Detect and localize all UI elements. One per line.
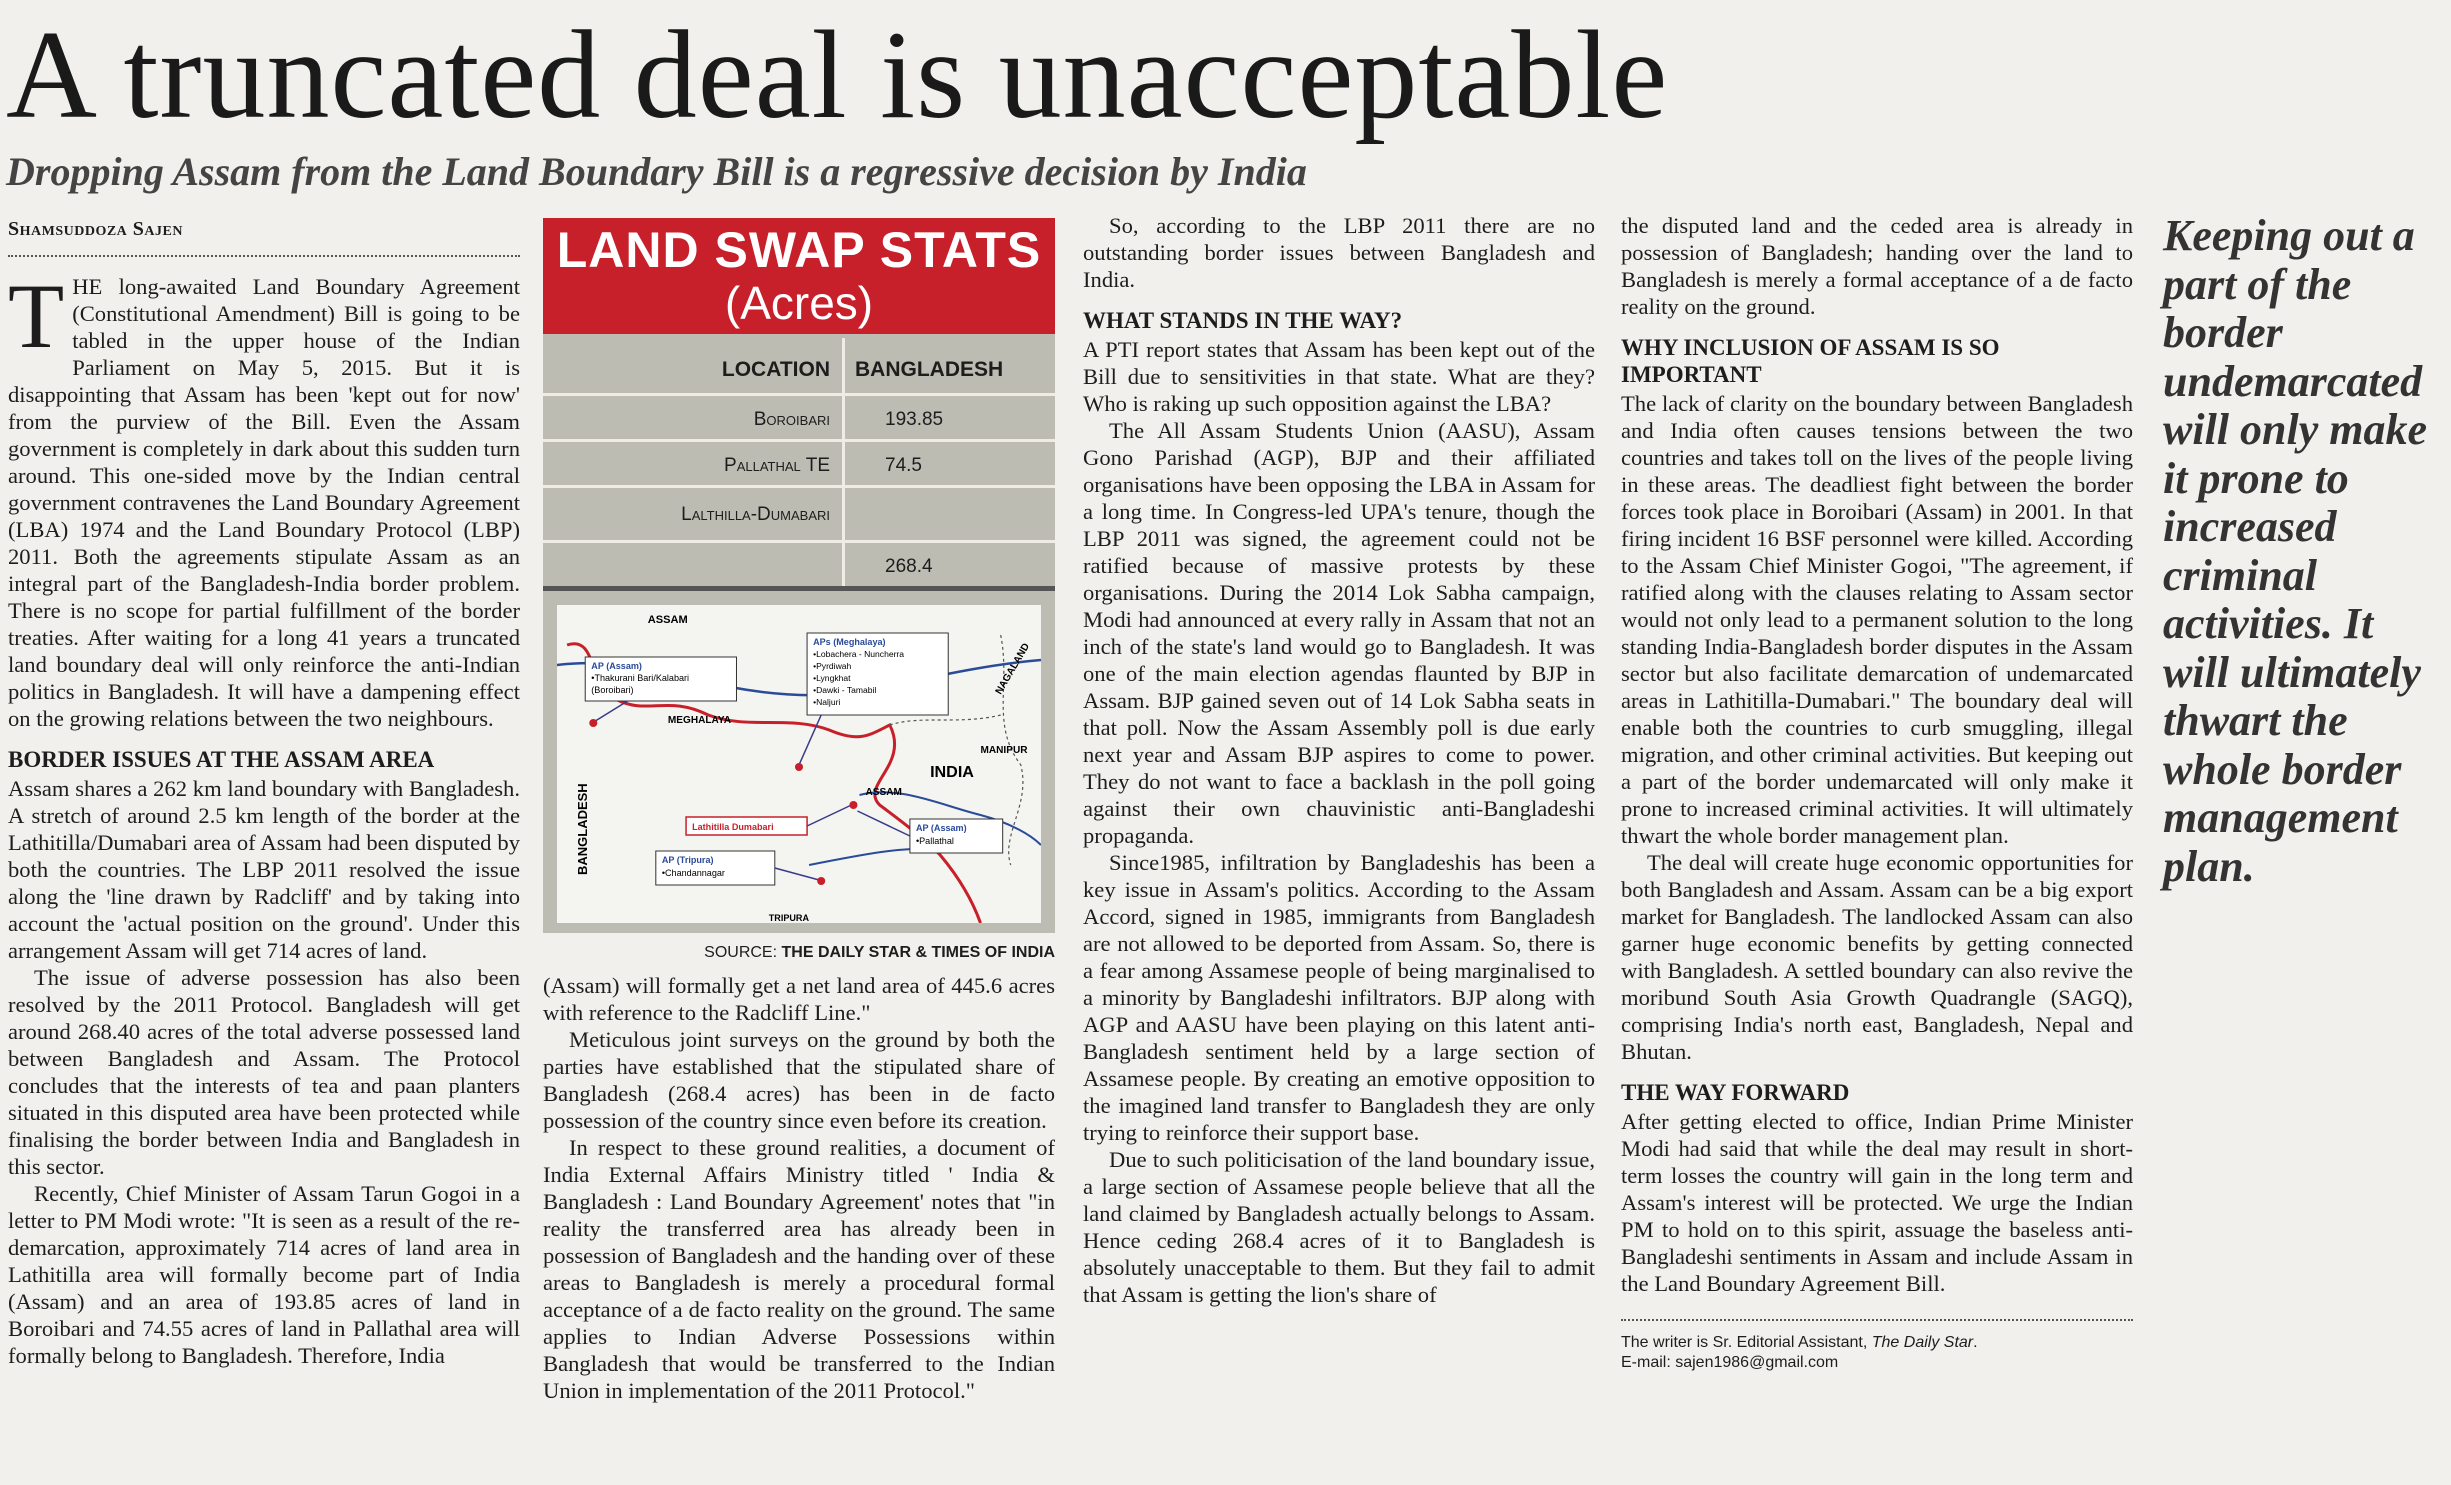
location-marker — [817, 877, 825, 885]
author-note-suffix: . — [1973, 1334, 1978, 1351]
table-header-row — [543, 338, 1055, 396]
map-label-manipur: MANIPUR — [980, 745, 1028, 756]
author-note-paper: The Daily Star — [1871, 1334, 1974, 1351]
headline: A truncated deal is unacceptable — [6, 6, 1669, 145]
paragraph: So, according to the LBP 2011 there are no outstanding border issues between Bangladesh and India. — [1083, 213, 1595, 292]
paragraph: the disputed land and the ceded area is already in possession of Bangladesh; handing over the land to Bangladesh is merely a formal acceptance of a de facto reality on the ground. — [1621, 213, 2133, 319]
paragraph: The issue of adverse possession has also been resolved by the 2011 Protocol. Bangladesh will get around 268.40 acres of the total adverse possessed land between Bangladesh and Assam. The Protocol concludes that the interests of tea and paan planters situated in this disputed area have been protected while finalising the border between India and Bangladesh in this sector. — [8, 965, 520, 1179]
callout-title: AP (Tripura) — [661, 855, 714, 865]
callout-line: •Pallathal — [915, 836, 954, 846]
column-2 — [543, 212, 1055, 1482]
column-4 — [1621, 212, 2133, 1482]
callout-line: (Boroibari) — [591, 685, 634, 695]
column-header-bangladesh: BANGLADESH — [855, 358, 1004, 381]
infographic-header — [543, 218, 1055, 334]
total-label-cell — [543, 543, 845, 586]
source-label: SOURCE: — [704, 944, 778, 961]
paragraph: Since1985, infiltration by Bangladeshis has been a key issue in Assam's politics. According to the Assam Accord, signed in 1985, immigrants from Bangladesh are not allowed to be deported from Assam. So, there is a fear among Assamese people of being marginalised to a minority by Bangladeshi infiltrators. BJP along with AGP and AASU have been playing on this latent anti-Bangladesh sentiment held by a large section of Assamese people. By creating an emotive opposition to the imagined land transfer to Bangladesh they are only trying to reinforce their support base. — [1083, 850, 1595, 1145]
table-total-row — [543, 543, 1055, 591]
callout-line: •Pyrdiwah — [813, 661, 852, 671]
author-email: E-mail: sajen1986@gmail.com — [1621, 1354, 1839, 1371]
paragraph: Due to such politicisation of the land boundary issue, a large section of Assamese people believe that all the land claimed by Bangladesh actually belongs to Assam. Hence ceding 268.4 acres of it to Bangladesh is absolutely unacceptable to them. But they fail to admit that Assam is getting the lion's share of — [1083, 1147, 1595, 1307]
callout-line: •Dawki - Tamabil — [813, 685, 877, 695]
callout-line: •Thakurani Bari/Kalabari — [591, 673, 690, 683]
callout-line: •Naljuri — [813, 697, 841, 707]
row-location: Boroibari — [543, 396, 845, 439]
land-swap-infographic — [543, 218, 1055, 966]
row-location: Lalthilla-Dumabari — [543, 488, 845, 540]
row-value: 74.5 — [885, 455, 922, 476]
section-heading-why-inclusion: WHY INCLUSION OF ASSAM IS SO IMPORTANT — [1621, 335, 2000, 387]
table-row — [543, 396, 1055, 442]
total-value: 268.4 — [885, 556, 933, 577]
map-label-tripura: TRIPURA — [768, 913, 809, 923]
byline: Shamsuddoza Sajen — [8, 218, 183, 240]
callout-title: AP (Assam) — [915, 823, 967, 833]
location-marker — [849, 801, 857, 809]
paragraph: Assam shares a 262 km land boundary with Bangladesh. A stretch of around 2.5 km length of the border at the Lathitilla/Dumabari area of Assam had been disputed by both the countries. The LBP 2011 resolved the issue along the 'line drawn by Radcliff' and by taking into account the 'actual position on the ground'. Under this arrangement Assam will get 714 acres of land. — [8, 776, 520, 963]
author-note — [1621, 1319, 2133, 1373]
section-heading-way-forward: THE WAY FORWARD — [1621, 1080, 1850, 1105]
border-map-svg — [557, 605, 1041, 923]
section-heading-border-issues: BORDER ISSUES AT THE ASSAM AREA — [8, 747, 435, 772]
paragraph: In respect to these ground realities, a document of India External Affairs Ministry titled ' India & Bangladesh : Land Boundary Agreement' notes that "in reality the transferred area has already been in possession of Bangladesh and the handing over of these areas to Bangladesh is merely a procedural formal acceptance of a de facto reality on the ground. The same applies to Indian Adverse Possessions within Bangladesh that would be transferred to the Indian Union in implementation of the 2011 Protocol." — [543, 1135, 1055, 1403]
paragraph: The All Assam Students Union (AASU), Assam Gono Parishad (AGP), BJP and their affiliated organisations have been opposing the LBA in Assam for a long time. In Congress-led UPA's tenure, though the LBP 2011 was signed, the agreement could not be ratified because of massive protests by these organisations. During the 2014 Lok Sabha campaign, Modi had announced at every rally in Assam that not an inch of the state's land would go to Bangladesh. It was one of the main election agendas flaunted by BJP in Assam. BJP gained seven out of 14 Lok Sabha seats in that poll. Now the Assam Assembly poll is due early next year and Assam BJP aspires to come to power. They do not want to face a backlash in the poll going against their own chauvinistic anti-Bangladeshi propaganda. — [1083, 418, 1595, 848]
callout-title: Lathitilla Dumabari — [692, 822, 774, 832]
callout-arrow — [807, 805, 851, 826]
paragraph: A PTI report states that Assam has been kept out of the Bill due to sensitivities in that state. What are they? Who is raking up such opposition against the LBA? — [1083, 337, 1595, 416]
drop-cap: T — [8, 265, 65, 367]
callout-arrow — [775, 868, 819, 880]
map-label-assam: ASSAM — [647, 614, 688, 626]
source-name: THE DAILY STAR & TIMES OF INDIA — [781, 944, 1055, 961]
row-value — [845, 488, 1055, 540]
map-label-nagaland: NAGALAND — [993, 641, 1033, 697]
callout-line: •Lyngkhat — [813, 673, 851, 683]
pull-quote: Keeping out a part of the border undemarcated will only make it prone to increased criminal activities. It will ultimately thwart the whole border management plan. — [2163, 211, 2427, 891]
border-map — [543, 591, 1055, 933]
paragraph: (Assam) will formally get a net land area of 445.6 acres with reference to the Radcliff Line." — [543, 973, 1055, 1025]
paragraph: The deal will create huge economic opportunities for both Bangladesh and Assam. Assam can be a big export market for Bangladesh. The landlocked Assam can also garner huge economic benefits by getting connected with Bangladesh. A settled boundary can also revive the moribund South Asia Growth Quadrangle (SAGQ), comprising India's north east, Bangladesh, Nepal and Bhutan. — [1621, 850, 2133, 1064]
map-label-bangladesh: BANGLADESH — [575, 783, 591, 875]
intro-paragraph — [8, 265, 520, 732]
location-marker — [795, 763, 803, 771]
paragraph: After getting elected to office, Indian Prime Minister Modi had said that while the deal may result in short-term losses the country will gain in the long term and Assam's interest will be protected. We urge the Indian PM to hold on to this spirit, assuage the baseless anti-Bangladeshi sentiments in Assam and include Assam in the Land Boundary Agreement Bill. — [1621, 1109, 2133, 1296]
map-label-india: INDIA — [930, 763, 974, 781]
subheadline: Dropping Assam from the Land Boundary Bill is a regressive decision by India — [6, 149, 1307, 194]
column-1 — [8, 212, 520, 1482]
column-3 — [1083, 212, 1595, 1482]
paragraph: Recently, Chief Minister of Assam Tarun Gogoi in a letter to PM Modi wrote: "It is seen as a result of the re-demarcation, approximately 714 acres of land area in Lathitilla area will formally become part of India (Assam) and an area of 193.85 acres of land in Boroibari and 74.55 acres of land in Pallathal area will formally belong to Bangladesh. Therefore, India — [8, 1181, 520, 1368]
paragraph: The lack of clarity on the boundary between Bangladesh and India often causes tensions between the two countries and takes toll on the lives of the people living in these areas. The deadliest fight between the border forces took place in Boroibari (Assam) in 2001. In that firing incident 16 BSF personnel were killed. According to the Assam Chief Minister Gogoi, "The agreement, if ratified along with the clauses relating to Assam sector would not only lead to a permanent solution to the long standing India-Bangladesh border disputes in the Assam sector but also facilitate demarcation of undemarcated areas in Lathitilla-Dumabari." The boundary deal will enable both the countries to curb smuggling, illegal migration, and other criminal activities. But keeping out a part of the border undemarcated will only make it prone to increased criminal activities. It will ultimately thwart the whole border management plan. — [1621, 391, 2133, 848]
column-header-location: LOCATION — [543, 338, 845, 393]
infographic-unit: (Acres) — [724, 277, 874, 329]
infographic-source — [543, 939, 1055, 966]
author-note-text: The writer is Sr. Editorial Assistant, — [1621, 1334, 1872, 1351]
state-boundary — [890, 715, 1001, 725]
map-label-assam-small: ASSAM — [865, 787, 902, 798]
paragraph: Meticulous joint surveys on the ground by both the parties have established that the stipulated share of Bangladesh (268.4 acres) has been in de facto possession of the country since even before its creation. — [543, 1027, 1055, 1133]
callout-title: AP (Assam) — [591, 661, 642, 671]
callout-title: APs (Meghalaya) — [813, 637, 886, 647]
infographic-title: LAND SWAP STATS — [556, 222, 1042, 278]
map-label-meghalaya: MEGHALAYA — [667, 715, 731, 726]
table-row — [543, 488, 1055, 543]
callout-line: •Lobachera - Nuncherra — [813, 649, 905, 659]
byline-divider — [8, 255, 520, 257]
location-marker — [589, 719, 597, 727]
land-swap-table — [543, 334, 1055, 933]
section-heading-what-stands: WHAT STANDS IN THE WAY? — [1083, 308, 1403, 333]
row-location: Pallathal TE — [543, 442, 845, 485]
callout-line: •Chandannagar — [661, 868, 725, 878]
callout-arrow — [595, 701, 627, 721]
intro-text: HE long-awaited Land Boundary Agreement (Constitutional Amendment) Bill is going to be tabled in the upper house of the Indian Parliament on May 5, 2015. But it is disappointing that Assam has been 'kept out for now' from the purview of the Bill. Even the Assam government is completely in dark about this sudden turn around. This one-sided move by the Indian central government contravenes the Land Boundary Agreement (LBA) 1974 and the Land Boundary Protocol (LBP) 2011. Both the agreements stipulate Assam as an integral part of the Bangladesh-India border problem. There is no scope for partial fulfillment of the border treaties. After waiting for a long 41 years a truncated land boundary deal will only reinforce the anti-Indian politics in Bangladesh. It will have a dampening effect on the growing relations between the two neighbours. — [8, 274, 520, 731]
table-row — [543, 442, 1055, 488]
row-value: 193.85 — [885, 409, 944, 430]
